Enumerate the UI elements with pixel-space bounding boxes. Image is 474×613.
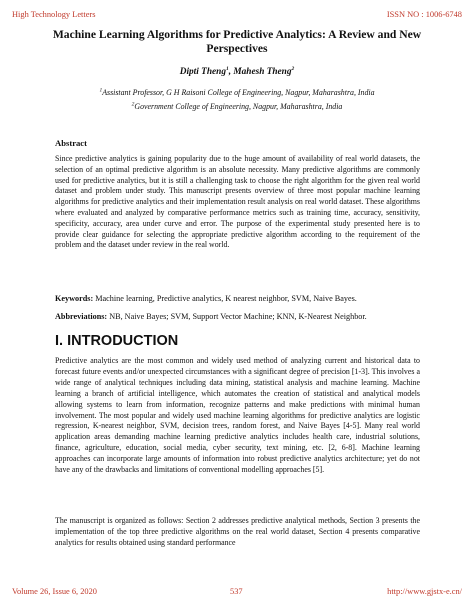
page-footer bbox=[12, 587, 462, 601]
author-line bbox=[0, 67, 474, 77]
issn-number: ISSN NO : 1006-6748 bbox=[386, 10, 462, 19]
keywords-text: Machine learning, Predictive analytics, K nearest neighbor, SVM, Naive Bayes. bbox=[93, 294, 357, 303]
keywords-label: Keywords: bbox=[55, 294, 94, 303]
affiliation-2-text: Government College of Engineering, Nagpur, Maharashtra, India bbox=[134, 102, 343, 111]
author-2-name: Mahesh Theng bbox=[233, 67, 292, 77]
journal-name: High Technology Letters bbox=[12, 10, 96, 19]
introduction-paragraph-2: The manuscript is organized as follows: Section 2 addresses predictive analytical methods, Section 3 presents the implementation of the top three predictive algorithms on the real world dataset, Section 4 presents comparative analytics for results obtained using standard performance bbox=[55, 516, 420, 547]
author-1-name: Dipti Theng bbox=[179, 67, 226, 77]
affiliation-1-mark: 1 bbox=[99, 87, 103, 94]
keywords-line bbox=[55, 294, 420, 305]
abstract-text: Since predictive analytics is gaining popularity due to the huge amount of availability of real world datasets, the selection of an optimal predictive algorithm is an absolute necessity. Many predictive algorithms are commonly used for predictive analytics, but it is still a challenging task to choose the right algorithm for the given real world dataset and problem under study. This manuscript presents overview of three most popular machine learning algorithms for predictive analytics and their implementation result analysis on real world dataset. These algorithms where evaluated and analyzed by comparative performance metrics such as training time, accuracy, sensitivity, specificity, accuracy, area under curve and error. The purpose of the experimental study presented here is to provide clear guidance for selecting the appropriate predictive algorithm according to the requirement of the problem and the dataset under review in the real world. bbox=[55, 154, 420, 250]
abstract-heading: Abstract bbox=[55, 138, 87, 148]
author-2-mark: 2 bbox=[291, 65, 295, 72]
affiliation-2-mark: 2 bbox=[131, 101, 135, 108]
author-1-mark: 1 bbox=[225, 65, 229, 72]
page-header bbox=[12, 10, 462, 24]
paper-title: Machine Learning Algorithms for Predictive Analytics: A Review and New Perspectives bbox=[52, 28, 422, 55]
affiliation-2 bbox=[0, 102, 474, 111]
author-separator: , bbox=[228, 67, 234, 77]
page-number: 537 bbox=[230, 587, 243, 596]
introduction-paragraph-1: Predictive analytics are the most common and widely used method of analyzing current and historical data to forecast future events and/or unexpected circumstances with a significant degree of precision [1-3]. This involves a wide range of analytical techniques including data mining, statistical analysis and machine learning. Machine learning a branch of artificial intelligence, which automates the creation of statistical and analytical models allowing systems to learn from information, recognize patterns and make predictions with minimal human involvement. The most popular and widely used machine learning algorithms for predictive analytics are logistic regression, K-nearest neighbor, SVM, decision trees, random forest, and Naive Bayes [4-5]. Many real world application areas demanding machine learning predictive analytics includes health care, industrial solutions, finance, agriculture, education, social media, cyber security, text mining, etc. [2, 6-8]. Machine learning approaches can incorporate large amounts of information into robust predictive analytics architecture; yet do not have any of the drawbacks and limitations of conventional modelling approaches [5]. bbox=[55, 356, 420, 475]
volume-issue: Volume 26, Issue 6, 2020 bbox=[12, 587, 97, 596]
abbreviations-line bbox=[55, 312, 420, 323]
journal-url: http://www.gjstx-e.cn/ bbox=[387, 587, 462, 596]
affiliation-1-text: Assistant Professor, G H Raisoni College of Engineering, Nagpur, Maharashtra, India bbox=[102, 88, 375, 97]
abbreviations-label: Abbreviations: bbox=[55, 312, 108, 321]
introduction-heading: I. INTRODUCTION bbox=[55, 333, 179, 349]
abbreviations-text: NB, Naive Bayes; SVM, Support Vector Machine; KNN, K-Nearest Neighbor. bbox=[107, 312, 367, 321]
affiliation-1 bbox=[0, 88, 474, 97]
